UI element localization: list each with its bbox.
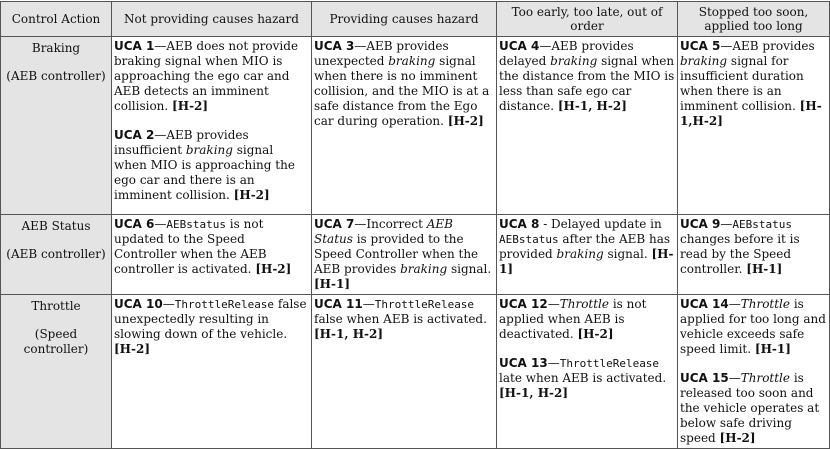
uca-entry bbox=[680, 297, 827, 357]
header-row bbox=[1, 2, 830, 37]
emphasis-term: Throttle bbox=[559, 297, 609, 311]
uca-cell-timing bbox=[497, 37, 678, 215]
hazard-ref: [H-2] bbox=[577, 327, 614, 341]
hazard-ref: [H-2] bbox=[114, 342, 151, 356]
uca-cell-timing bbox=[497, 215, 678, 295]
code-term: ThrottleRelease bbox=[559, 357, 660, 370]
emphasis-term: AEB Status bbox=[314, 217, 453, 246]
code-term: ThrottleRelease bbox=[374, 298, 475, 311]
uca-cell-providing bbox=[312, 37, 497, 215]
uca-text: is provided to the Speed Controller when the AEB provides bbox=[314, 232, 479, 276]
uca-entry bbox=[499, 297, 675, 342]
uca-entry bbox=[314, 297, 494, 342]
uca-text: —AEB provides unexpected bbox=[314, 39, 449, 68]
uca-text: late when AEB is activated. bbox=[499, 371, 667, 385]
uca-cell-duration bbox=[678, 37, 830, 215]
uca-cell-providing bbox=[312, 295, 497, 449]
uca-entry bbox=[499, 217, 675, 277]
emphasis-term: braking bbox=[388, 54, 436, 68]
control-action-name: AEB Status bbox=[21, 219, 91, 233]
header-timing: Too early, too late, out of order bbox=[497, 2, 678, 37]
hazard-ref: [H-2] bbox=[172, 99, 209, 113]
uca-id: UCA 13 bbox=[499, 356, 548, 370]
uca-text: — bbox=[547, 356, 560, 370]
control-action-name: Braking bbox=[31, 41, 81, 55]
uca-text: —Incorrect bbox=[354, 217, 427, 231]
uca-text: changes before it is read by the Speed controller. bbox=[680, 232, 800, 276]
controller-name: (Speed controller) bbox=[23, 327, 89, 356]
uca-cell-not-providing bbox=[112, 215, 312, 295]
hazard-ref: [H-1] bbox=[314, 277, 351, 291]
emphasis-term: braking bbox=[400, 262, 448, 276]
table-row bbox=[1, 295, 830, 449]
header-control-action: Control Action bbox=[1, 2, 112, 37]
uca-text: — bbox=[547, 297, 560, 311]
hazard-ref: [H-1, H-2] bbox=[557, 99, 627, 113]
uca-id: UCA 10 bbox=[114, 297, 163, 311]
uca-text: signal when there is no imminent collision, and the MIO is at a safe distance from the Ego car during operation. bbox=[314, 54, 490, 128]
uca-text: is released too soon and the vehicle operates at below safe driving speed bbox=[680, 371, 820, 445]
uca-cell-providing bbox=[312, 215, 497, 295]
hazard-ref: [H-2] bbox=[719, 431, 756, 445]
uca-id: UCA 3 bbox=[314, 39, 355, 53]
table-row bbox=[1, 37, 830, 215]
controller-name: (AEB controller) bbox=[6, 69, 106, 83]
control-action-name: Throttle bbox=[31, 299, 81, 313]
uca-entry bbox=[114, 297, 309, 357]
uca-text: — bbox=[728, 297, 741, 311]
hazard-ref: [H-2] bbox=[233, 188, 270, 202]
uca-text: false unexpectedly resulting in slowing down of the vehicle. bbox=[114, 297, 307, 341]
uca-text: is not applied when AEB is deactivated. bbox=[499, 297, 647, 341]
code-term: AEBstatus bbox=[732, 218, 792, 231]
uca-cell-duration bbox=[678, 215, 830, 295]
uca-text: signal when MIO is approaching the ego car and there is an imminent collision. bbox=[114, 143, 295, 202]
uca-text: false when AEB is activated. bbox=[314, 312, 487, 326]
uca-text: —AEB does not provide braking signal when MIO is approaching the ego car and AEB detects an imminent collision. bbox=[114, 39, 299, 113]
emphasis-term: Throttle bbox=[740, 297, 790, 311]
hazard-ref: [H-1] bbox=[754, 342, 791, 356]
uca-text: is applied for too long and vehicle exceeds safe speed limit. bbox=[680, 297, 826, 356]
emphasis-term: braking bbox=[556, 247, 604, 261]
uca-entry bbox=[680, 371, 827, 446]
uca-text: —AEB provides delayed bbox=[499, 39, 634, 68]
hazard-ref: [H-2] bbox=[255, 262, 292, 276]
emphasis-term: Throttle bbox=[740, 371, 790, 385]
uca-cell-not-providing bbox=[112, 37, 312, 215]
uca-text: signal. bbox=[603, 247, 652, 261]
uca-entry bbox=[314, 217, 494, 292]
uca-text: — bbox=[362, 297, 375, 311]
uca-text: — bbox=[162, 297, 175, 311]
uca-id: UCA 12 bbox=[499, 297, 548, 311]
uca-text: signal. bbox=[447, 262, 492, 276]
uca-entry bbox=[499, 356, 675, 401]
uca-id: UCA 14 bbox=[680, 297, 729, 311]
hazard-ref: [H-1, H-2] bbox=[314, 327, 384, 341]
uca-text: after the AEB has provided bbox=[499, 232, 671, 261]
uca-entry bbox=[114, 39, 309, 114]
uca-text: — bbox=[154, 217, 167, 231]
uca-id: UCA 9 bbox=[680, 217, 721, 231]
uca-id: UCA 15 bbox=[680, 371, 729, 385]
uca-id: UCA 7 bbox=[314, 217, 355, 231]
uca-id: UCA 4 bbox=[499, 39, 540, 53]
uca-id: UCA 6 bbox=[114, 217, 155, 231]
header-not-providing: Not providing causes hazard bbox=[112, 2, 312, 37]
control-action-cell bbox=[1, 295, 112, 449]
emphasis-term: braking bbox=[680, 54, 728, 68]
hazard-ref: [H-1, H-2] bbox=[499, 386, 569, 400]
uca-text: —AEB provides insufficient bbox=[114, 128, 249, 157]
uca-entry bbox=[680, 217, 827, 277]
hazard-ref: [H-1] bbox=[499, 247, 674, 276]
table-row bbox=[1, 215, 830, 295]
uca-id: UCA 2 bbox=[114, 128, 155, 142]
uca-cell-not-providing bbox=[112, 295, 312, 449]
hazard-ref: [H-2] bbox=[447, 114, 484, 128]
uca-id: UCA 8 bbox=[499, 217, 540, 231]
uca-id: UCA 1 bbox=[114, 39, 155, 53]
uca-table-body bbox=[1, 37, 830, 449]
uca-id: UCA 11 bbox=[314, 297, 363, 311]
uca-text: — bbox=[728, 371, 741, 385]
uca-text: —AEB provides bbox=[720, 39, 815, 53]
emphasis-term: braking bbox=[550, 54, 598, 68]
controller-name: (AEB controller) bbox=[6, 247, 106, 261]
uca-entry bbox=[499, 39, 675, 114]
uca-entry bbox=[114, 217, 309, 277]
code-term: AEBstatus bbox=[499, 233, 559, 246]
uca-text: is not updated to the Speed Controller when the AEB controller is activated. bbox=[114, 217, 267, 276]
uca-text: - Delayed update in bbox=[539, 217, 662, 231]
uca-entry bbox=[680, 39, 827, 129]
emphasis-term: braking bbox=[185, 143, 233, 157]
uca-table bbox=[0, 1, 830, 449]
uca-id: UCA 5 bbox=[680, 39, 721, 53]
control-action-cell bbox=[1, 215, 112, 295]
hazard-ref: [H-1,H-2] bbox=[680, 99, 822, 128]
code-term: AEBstatus bbox=[166, 218, 226, 231]
uca-text: signal for insufficient duration when there is an imminent collision. bbox=[680, 54, 804, 113]
uca-cell-duration bbox=[678, 295, 830, 449]
hazard-ref: [H-1] bbox=[746, 262, 783, 276]
code-term: ThrottleRelease bbox=[174, 298, 275, 311]
header-providing: Providing causes hazard bbox=[312, 2, 497, 37]
uca-text: — bbox=[720, 217, 733, 231]
uca-text: signal when the distance from the MIO is less than safe ego car distance. bbox=[499, 54, 675, 113]
uca-entry bbox=[314, 39, 494, 129]
control-action-cell bbox=[1, 37, 112, 215]
uca-entry bbox=[114, 128, 309, 203]
header-duration: Stopped too soon, applied too long bbox=[678, 2, 830, 37]
uca-cell-timing bbox=[497, 295, 678, 449]
